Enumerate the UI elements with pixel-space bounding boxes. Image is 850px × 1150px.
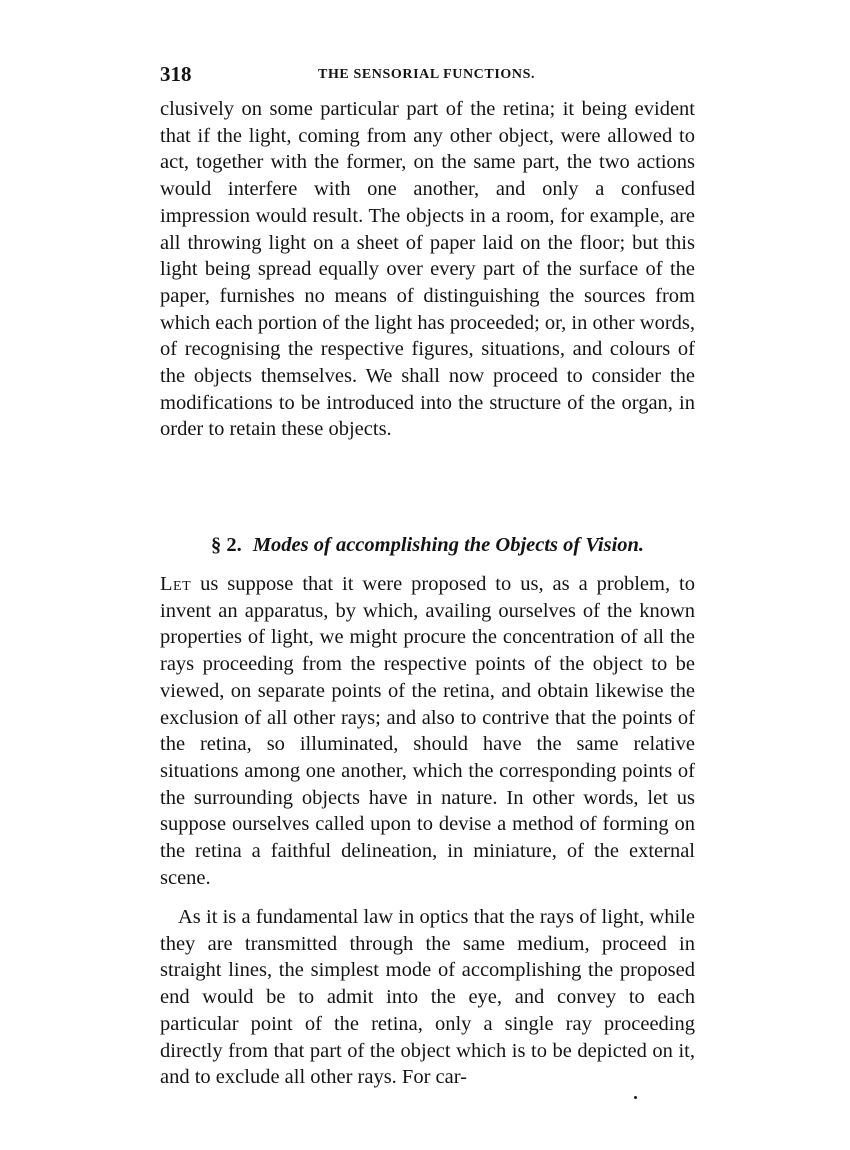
body-paragraph-2	[160, 571, 695, 891]
running-head	[160, 62, 695, 86]
lead-word: Let	[160, 573, 192, 595]
page-number: 318	[160, 62, 192, 86]
paragraph-2-text: us suppose that it were proposed to us, as a problem, to invent an apparatus, by which, availing ourselves of the known properties of light, we might procure the concentration of all the rays proceeding from the respective points of the object to be viewed, on separate points of the retina, and obtain likewise the exclusion of all other rays; and also to contrive that the points of the retina, so illuminated, should have the same relative situations among one another, which the corresponding points of the surrounding objects have in nature. In other words, let us suppose ourselves called upon to devise a method of forming on the retina a faithful delineation, in miniature, of the external scene.	[160, 573, 695, 889]
ink-speck	[634, 1096, 637, 1099]
section-title: Modes of accomplishing the Objects of Vision.	[252, 534, 645, 556]
section-number: 2.	[226, 534, 242, 556]
running-title: THE SENSORIAL FUNCTIONS.	[318, 67, 536, 82]
section-heading	[160, 531, 695, 559]
section-mark: §	[210, 534, 222, 556]
body-paragraph-1: clusively on some particular part of the retina; it being evident that if the light, coming from any other object, were allowed to act, together with the former, on the same part, the two actions would interfere with one another, and only a confused impression would result. The objects in a room, for example, are all throwing light on a sheet of paper laid on the floor; but this light being spread equally over every part of the surface of the paper, furnishes no means of distinguishing the sources from which each portion of the light has proceeded; or, in other words, of recognising the respective figures, situations, and colours of the objects themselves. We shall now proceed to consider the modifications to be introduced into the structure of the organ, in order to retain these objects.	[160, 98, 695, 441]
body-paragraph-3: As it is a fundamental law in optics that the rays of light, while they are transmitted through the same medium, proceed in straight lines, the simplest mode of accomplishing the proposed end would be to admit into the eye, and convey to each particular point of the retina, only a single ray proceeding directly from that part of the object which is to be depicted on it, and to exclude all other rays. For car-	[160, 906, 695, 1089]
